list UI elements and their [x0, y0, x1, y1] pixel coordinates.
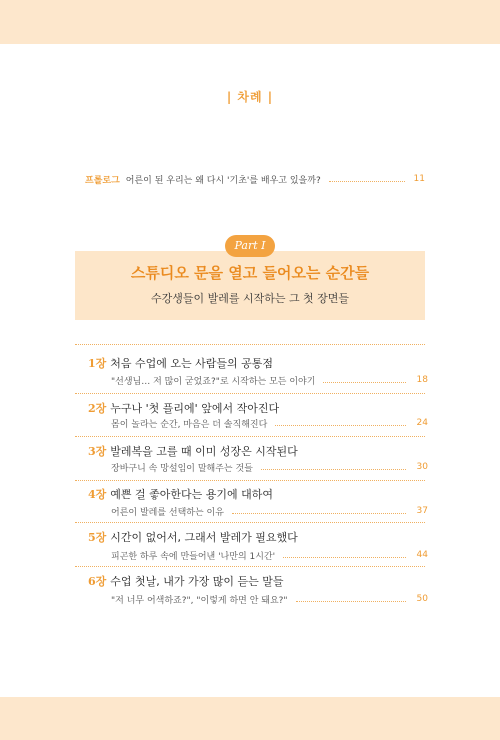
page-number: 30: [416, 462, 428, 472]
chapter-subtitle-row[interactable]: [88, 373, 428, 387]
page-number: 18: [416, 375, 428, 385]
chapter-subtitle-row[interactable]: [88, 592, 428, 606]
chapter-title[interactable]: 2장 누구나 '첫 플리에' 앞에서 작아진다: [88, 402, 280, 415]
chapter-number: 4장: [88, 488, 107, 501]
chapter-subtitle-row[interactable]: [88, 504, 428, 518]
prologue-entry[interactable]: [85, 172, 425, 186]
page-number: 50: [416, 594, 428, 604]
part-title: 스튜디오 문을 열고 들어오는 순간들: [130, 264, 370, 282]
chapter-number: 6장: [88, 575, 107, 588]
chapter-subtitle: 어른이 발레를 선택하는 이유: [111, 507, 224, 518]
page-number: 11: [413, 174, 425, 184]
chapter-title[interactable]: 1장 처음 수업에 오는 사람들의 공통점: [88, 357, 274, 370]
chapter-subtitle: 피곤한 하루 속에 만들어낸 '나만의 1시간': [111, 551, 276, 562]
bottom-band: [0, 697, 500, 740]
chapter-title[interactable]: 4장 예쁜 걸 좋아한다는 용기에 대하여: [88, 488, 274, 501]
chapter-title[interactable]: 6장 수업 첫날, 내가 가장 많이 듣는 말들: [88, 575, 284, 588]
divider: [75, 566, 425, 567]
dot-leader: [275, 425, 406, 426]
dot-leader: [329, 181, 405, 182]
dot-leader: [296, 601, 406, 602]
chapter-subtitle: 장바구니 속 망설임이 말해주는 것들: [111, 463, 253, 474]
part-subtitle: 수강생들이 발레를 시작하는 그 첫 장면들: [150, 292, 350, 305]
prologue-label: 프롤로그: [85, 175, 120, 186]
divider: [75, 436, 425, 437]
toc-heading: | 차례 |: [226, 90, 274, 104]
chapter-subtitle-row[interactable]: [88, 548, 428, 562]
chapter-number: 3장: [88, 445, 107, 458]
divider: [75, 344, 425, 345]
chapter-subtitle: "저 너무 어색하죠?", "이렇게 하면 안 돼요?": [111, 595, 288, 606]
prologue-title: 어른이 된 우리는 왜 다시 '기초'를 배우고 있을까?: [125, 175, 321, 186]
chapter-title[interactable]: 3장 발레복을 고를 때 이미 성장은 시작된다: [88, 445, 298, 458]
chapter-subtitle: "선생님… 저 많이 굳었죠?"로 시작하는 모든 이야기: [111, 376, 316, 387]
part-tag: Part I: [225, 235, 275, 257]
chapter-title[interactable]: 5장 시간이 없어서, 그래서 발레가 필요했다: [88, 531, 298, 544]
chapter-subtitle-row[interactable]: [88, 416, 428, 430]
page-number: 24: [416, 418, 428, 428]
page-number: 44: [416, 550, 428, 560]
dot-leader: [232, 513, 406, 514]
dot-leader: [283, 557, 406, 558]
chapter-number: 2장: [88, 402, 107, 415]
top-band: [0, 0, 500, 44]
chapter-number: 5장: [88, 531, 107, 544]
dot-leader: [323, 382, 406, 383]
page-number: 37: [416, 506, 428, 516]
divider: [75, 480, 425, 481]
dot-leader: [261, 469, 406, 470]
divider: [75, 522, 425, 523]
divider: [75, 393, 425, 394]
chapter-subtitle-row[interactable]: [88, 460, 428, 474]
chapter-subtitle: 몸이 놀라는 순간, 마음은 더 솔직해진다: [111, 419, 268, 430]
chapter-number: 1장: [88, 357, 107, 370]
